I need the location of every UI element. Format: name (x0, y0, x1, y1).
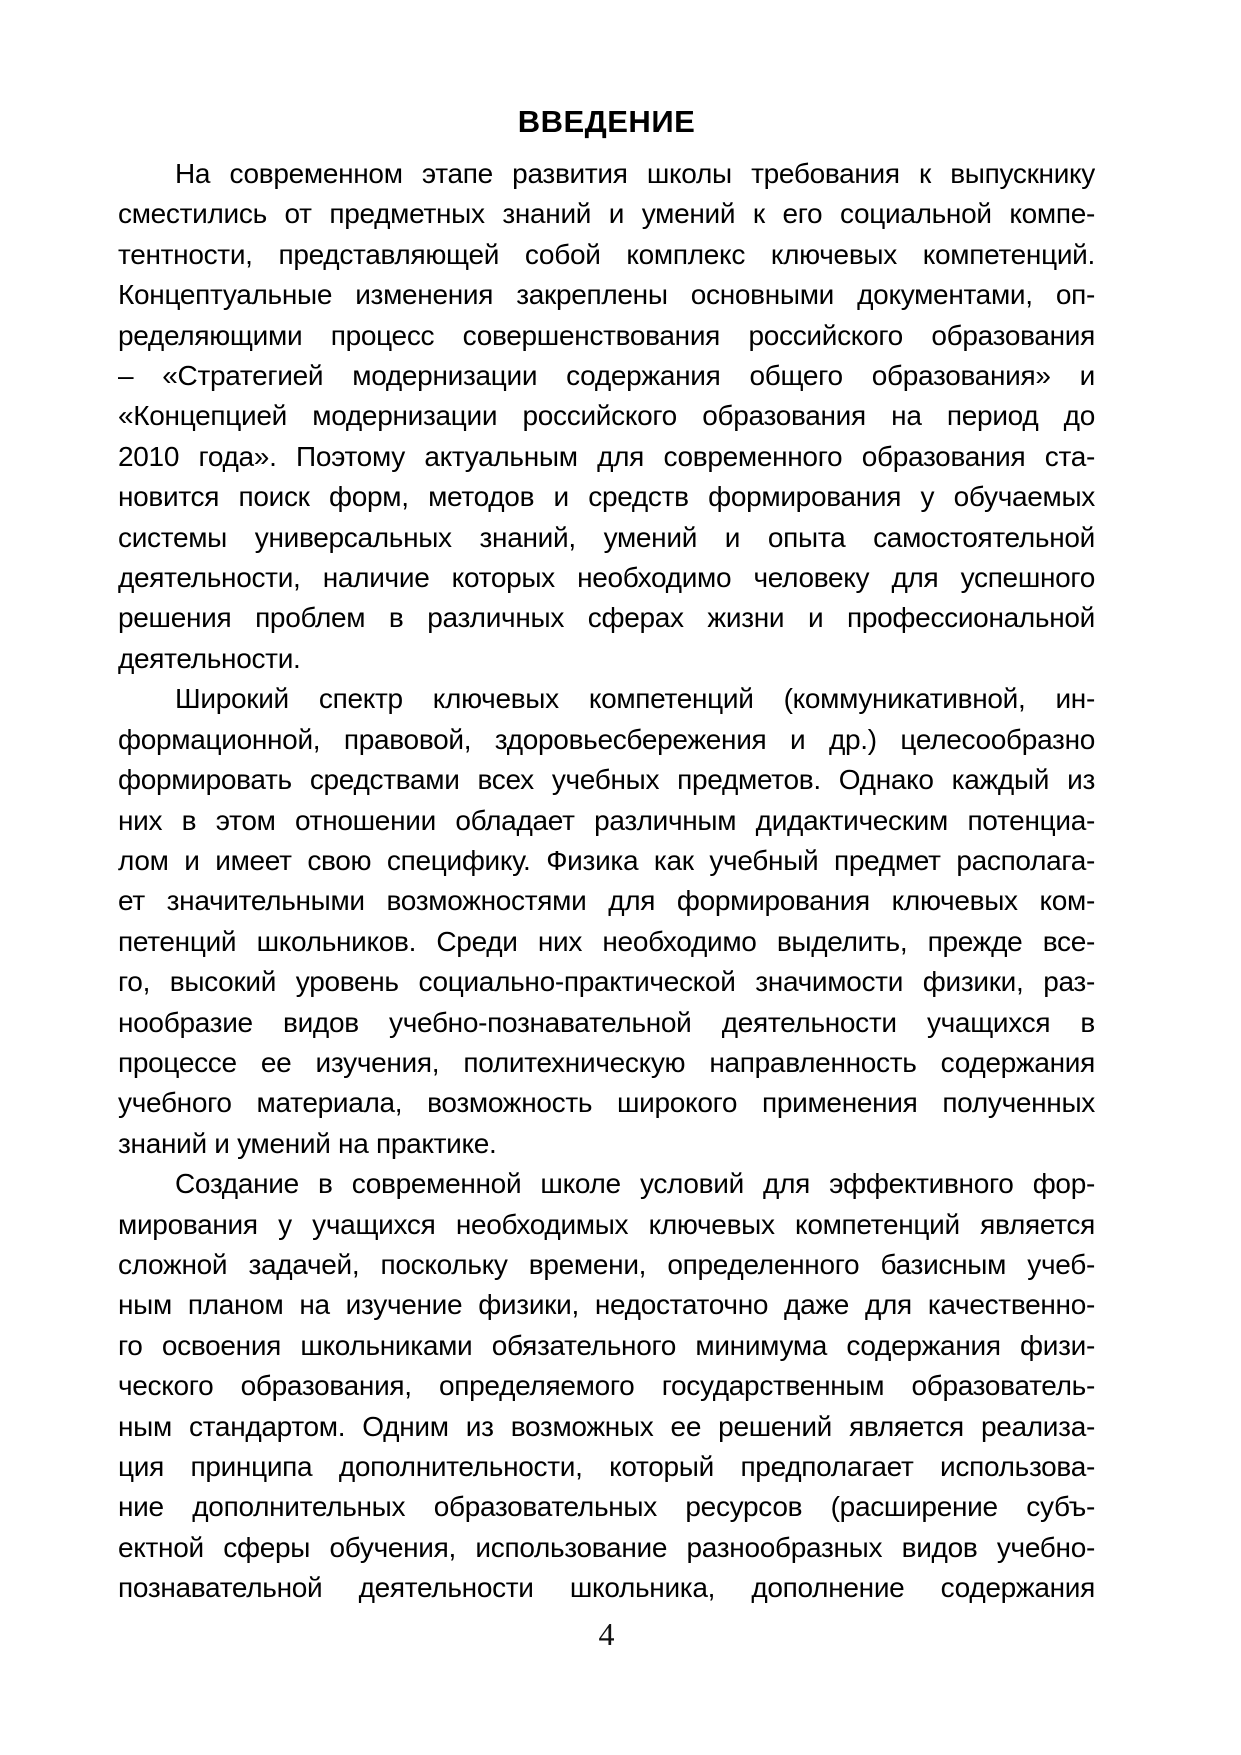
text-line: На современном этапе развития школы требования к выпускнику (175, 158, 1095, 189)
text-line: петенций школьников. Среди них необходимо выделить, прежде все- (118, 925, 1095, 957)
text-line: ет значительными возможностями для формирования ключевых ком- (118, 885, 1095, 917)
text-line: лом и имеет свою специфику. Физика как учебный предмет располага- (118, 844, 1095, 876)
text-line: «Концепцией модернизации российского образования на период до (118, 400, 1095, 432)
text-line: системы универсальных знаний, умений и опыта самостоятельной (118, 521, 1095, 553)
text-line: тентности, представляющей собой комплекс ключевых компетенций. (118, 238, 1095, 270)
text-line: 2010 года». Поэтому актуальным для современного образования ста- (118, 440, 1095, 472)
text-line: ным стандартом. Одним из возможных ее решений является реализа- (118, 1410, 1095, 1442)
text-line: ция принципа дополнительности, который предполагает использова- (118, 1451, 1095, 1482)
text-line: – «Стратегией модернизации содержания общего образования» и (118, 360, 1095, 392)
text-line: Создание в современной школе условий для эффективного фор- (175, 1168, 1095, 1200)
text-line: ектной сферы обучения, использование разнообразных видов учебно- (118, 1531, 1095, 1563)
text-line: Широкий спектр ключевых компетенций (коммуникативной, ин- (175, 683, 1095, 715)
text-body (118, 154, 1095, 1609)
text-line: деятельности, наличие которых необходимо человеку для успешного (118, 562, 1095, 594)
text-line: го освоения школьниками обязательного минимума содержания физи- (118, 1329, 1095, 1361)
text-line: сместились от предметных знаний и умений к его социальной компе- (118, 198, 1095, 230)
text-line: ределяющими процесс совершенствования российского образования (118, 319, 1095, 351)
text-line: го, высокий уровень социально-практической значимости физики, раз- (118, 966, 1095, 998)
text-line: ческого образования, определяемого государственным образователь- (118, 1370, 1095, 1402)
paragraph (118, 1164, 1095, 1608)
text-line: формировать средствами всех учебных предметов. Однако каждый из (118, 764, 1095, 796)
page-number: 4 (598, 1616, 615, 1652)
paragraph (118, 154, 1095, 679)
text-line: них в этом отношении обладает различным дидактическим потенциа- (118, 804, 1095, 836)
text-line: решения проблем в различных сферах жизни и профессиональной (118, 602, 1095, 634)
text-line: ным планом на изучение физики, недостаточно даже для качественно- (118, 1289, 1095, 1321)
text-line: новится поиск форм, методов и средств формирования у обучаемых (118, 481, 1095, 513)
text-line: знаний и умений на практике. (118, 1127, 497, 1159)
text-line: учебного материала, возможность широкого применения полученных (118, 1087, 1095, 1119)
text-line: сложной задачей, поскольку времени, определенного базисным учеб- (118, 1248, 1095, 1280)
text-line: формационной, правовой, здоровьесбережения и др.) целесообразно (118, 723, 1095, 755)
text-line: ние дополнительных образовательных ресурсов (расширение субъ- (118, 1491, 1095, 1523)
text-line: деятельности. (118, 642, 301, 674)
text-block (118, 102, 1095, 1609)
text-line: нообразие видов учебно-познавательной деятельности учащихся в (118, 1006, 1095, 1038)
text-line: процессе ее изучения, политехническую направленность содержания (118, 1046, 1095, 1078)
page-title: ВВЕДЕНИЕ (517, 104, 696, 139)
text-line: Концептуальные изменения закреплены основными документами, оп- (118, 279, 1095, 311)
text-line: познавательной деятельности школьника, дополнение содержания (118, 1572, 1095, 1604)
paragraph (118, 679, 1095, 1164)
text-line: мирования у учащихся необходимых ключевых компетенций является (118, 1208, 1095, 1240)
